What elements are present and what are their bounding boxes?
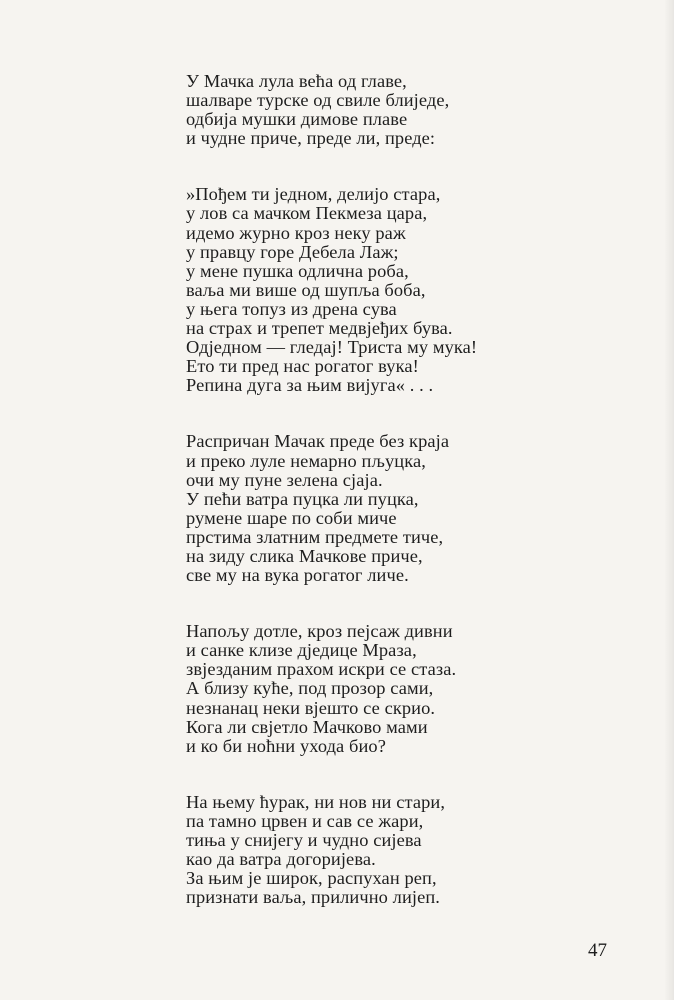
stanza-3 xyxy=(186,432,626,585)
poem-line: прстима златним предмете тиче, xyxy=(186,526,444,547)
poem-line: звјезданим прахом искри се стаза. xyxy=(186,659,457,680)
stanza-2 xyxy=(186,185,626,395)
poem-line: А близу куће, под прозор сами, xyxy=(186,678,434,699)
poem-line: и чудне приче, преде ли, преде: xyxy=(186,128,436,149)
poem-line: па тамно црвен и сав се жари, xyxy=(186,810,424,831)
poem-line: Напољу дотле, кроз пејсаж дивни xyxy=(186,621,453,642)
page-edge-shadow xyxy=(664,0,674,1000)
poem-line: Ето ти пред нас рогатог вука! xyxy=(186,356,419,377)
poem-line: на страх и трепет медвјеђих бува. xyxy=(186,318,453,339)
poem-line: све му на вука рогатог личе. xyxy=(186,565,409,586)
stanza-5 xyxy=(186,793,626,908)
poem-line: и ко би ноћни уходa био? xyxy=(186,735,386,756)
poem-line: шалваре турске од свиле блиједе, xyxy=(186,90,450,111)
poem-line: румене шаре по соби миче xyxy=(186,507,397,528)
poem-line: Кога ли свјетло Мачково мами xyxy=(186,716,428,737)
poem-line: Расприча​н Мачак преде без краја xyxy=(186,431,450,452)
poem-line: идемо журно кроз неку раж xyxy=(186,222,406,243)
poem-line: очи му пуне зелена сјаја. xyxy=(186,469,383,490)
page-number: 47 xyxy=(588,940,607,961)
poem-line: у правцу горе Дебела Лаж; xyxy=(186,241,399,262)
poem-line: и преко луле немарно пљуцка, xyxy=(186,450,426,471)
poem-text xyxy=(186,72,626,944)
poem-line: у мене пушка одлична роба, xyxy=(186,260,409,281)
poem-line: У Мачка лула већа од главе, xyxy=(186,71,407,91)
poem-line: незнанац неки вјешто се скрио. xyxy=(186,697,436,718)
poem-line: Одједном — гледај! Триста му мука! xyxy=(186,337,478,358)
stanza-4 xyxy=(186,622,626,756)
poem-line: На њему ћурак, ни нов ни стари, xyxy=(186,791,446,812)
poem-line: У пећи ватра пуцка ли пуцка, xyxy=(186,488,419,509)
poem-line: и санке клизе дједице Мраза, xyxy=(186,640,417,661)
poem-line: у њега топуз из дрена сува xyxy=(186,298,397,319)
poem-line: ваља ми више од шупља боба, xyxy=(186,279,426,300)
poem-line: у лов са мачком Пекмеза цара, xyxy=(186,203,428,224)
poem-line: признати ваља, прилично лијеп. xyxy=(186,887,440,908)
stanza-1 xyxy=(186,72,626,148)
poem-line: »Пођем ти једном, делијо стара, xyxy=(186,184,441,205)
poem-line: За њим је широк, распухан реп, xyxy=(186,868,437,889)
poem-line: одбија мушки димове плаве xyxy=(186,109,408,130)
poem-line: Репина дуга за њим вијуга« . . . xyxy=(186,375,434,396)
poem-line: тиња у снијегу и чудно сијева xyxy=(186,830,422,850)
poem-line: на зиду слика Мачкове приче, xyxy=(186,545,423,566)
poem-line: као да ватра догоријева. xyxy=(186,849,376,870)
